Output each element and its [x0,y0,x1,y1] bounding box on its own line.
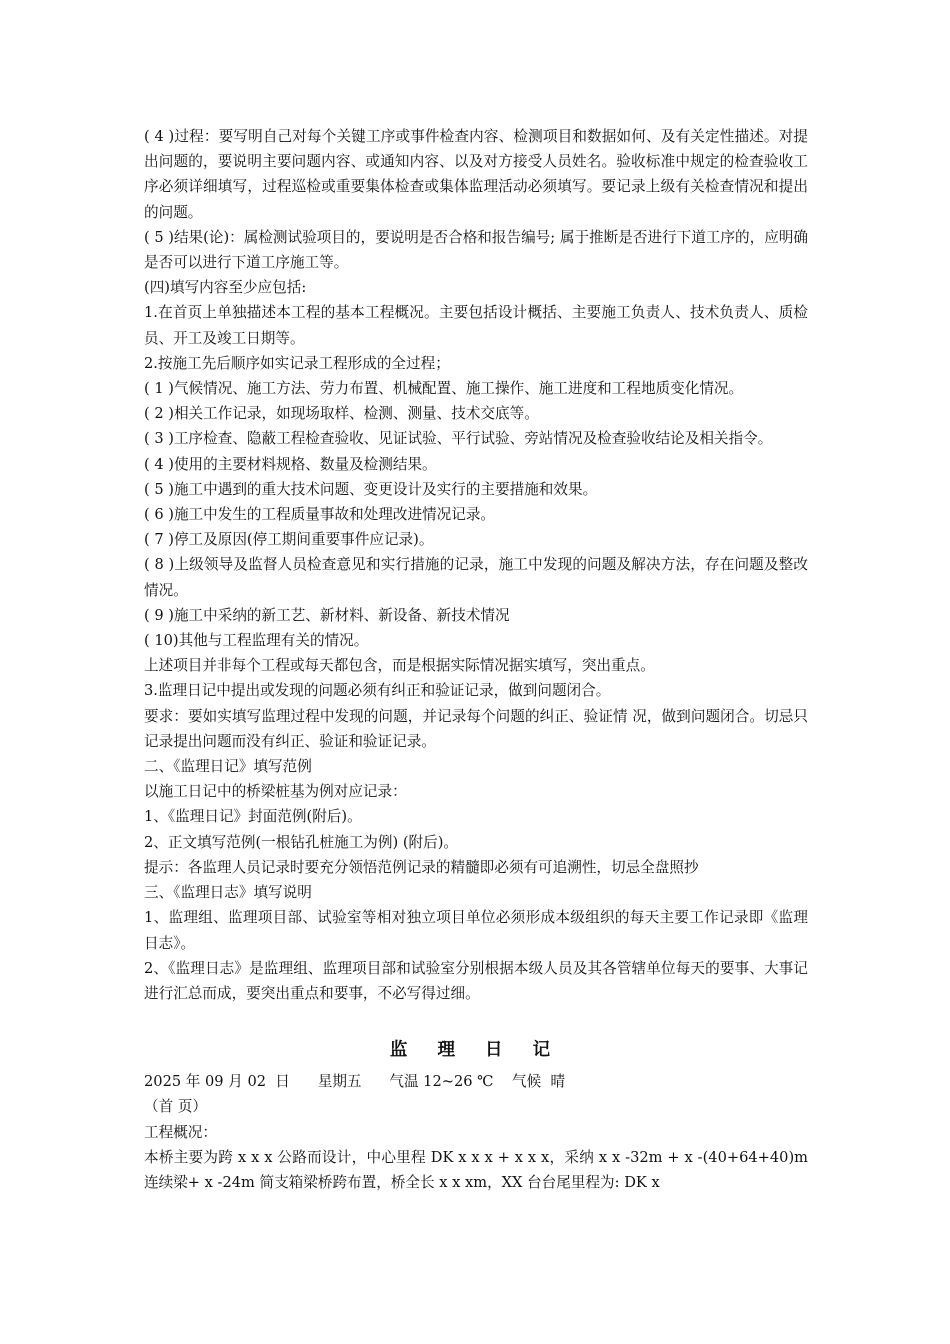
paragraph-example-2: 2、正文填写范例(一根钻孔桩施工为例) (附后)。 [144,833,458,851]
paragraph-subitem-8: ( 8 )上级领导及监督人员检查意见和实行措施的记录，施工中发现的问题及解决方法，存在问题及整改情况。 [144,556,808,599]
document-page [144,124,808,1195]
paragraph-tip: 提示：各监理人员记录时要充分领悟范例记录的精髓即必须有可追溯性，切忌全盘照抄 [144,858,699,876]
paragraph-log-2: 2、《监理日志》是监理组、监理项目部和试验室分别根据本级人员及其各管辖单位每天的要事、大事记进行汇总而成，要突出重点和要事，不必写得过细。 [144,959,808,1002]
paragraph-note: 上述项目并非每个工程或每天都包含，而是根据实际情况据实填写，突出重点。 [144,657,655,675]
paragraph-subitem-7: ( 7 )停工及原因(停工期间重要事件应记录)。 [144,531,434,549]
paragraph-requirement: 要求：要如实填写监理过程中发现的问题，并记录每个问题的纠正、验证情 况，做到问题闭合。切忌只记录提出问题而没有纠正、验证和验证记录。 [144,707,808,750]
paragraph-example-1: 1、《监理日记》封面范例(附后)。 [144,808,362,826]
heading-log-instructions: 三、《监理日志》填写说明 [144,884,312,902]
diary-first-page-label: （首 页） [144,1098,208,1116]
paragraph-item-1: 1.在首页上单独描述本工程的基本工程概况。主要包括设计概括、主要施工负责人、技术负责人、质检员、开工及竣工日期等。 [144,304,808,347]
paragraph-subitem-4: ( 4 )使用的主要材料规格、数量及检测结果。 [144,455,437,473]
paragraph-subitem-5: ( 5 )施工中遇到的重大技术问题、变更设计及实行的主要措施和效果。 [144,480,598,498]
paragraph-contents-heading: (四)填写内容至少应包括: [144,279,307,297]
diary-overview-label: 工程概况： [144,1123,217,1141]
paragraph-item-2: 2.按施工先后顺序如实记录工程形成的全过程； [144,354,450,372]
paragraph-subitem-2: ( 2 )相关工作记录，如现场取样、检测、测量、技术交底等。 [144,405,539,423]
diary-title: 监 理 日 记 [389,1040,563,1061]
heading-diary-example: 二、《监理日记》填写范例 [144,758,312,776]
paragraph-log-1: 1、监理组、监理项目部、试验室等相对独立项目单位必须形成本级组织的每天主要工作记录即《监理日志》。 [144,909,808,952]
paragraph-item-3: 3.监理日记中提出或发现的问题必须有纠正和验证记录，做到问题闭合。 [144,682,611,700]
paragraph-subitem-3: ( 3 )工序检查、隐蔽工程检查验收、见证试验、平行试验、旁站情况及检查验收结论及相关指令。 [144,430,773,448]
paragraph-process: ( 4 )过程：要写明自己对每个关键工序或事件检查内容、检测项目和数据如何、及有关定性描述。对提出问题的，要说明主要问题内容、或通知内容、以及对方接受人员姓名。验收标准中规定的检查验收工序必须详细填写，过程巡检或重要集体检查或集体监理活动必须填写。要记录上级有关检查情况和提出的问题。 [144,128,808,221]
paragraph-subitem-10: ( 10)其他与工程监理有关的情况。 [144,632,369,650]
instructions-section [144,124,808,1006]
diary-overview-text: 本桥主要为跨 x x x 公路而设计，中心里程 DK x x x + x x x，采纳 x x -32m + x -(40+64+40)m 连续梁+ x -24m 简支箱梁桥跨布置，桥全长 x x xm，XX 台台尾里程为: DK x [144,1148,808,1191]
paragraph-subitem-1: ( 1 )气候情况、施工方法、劳力布置、机械配置、施工操作、施工进度和工程地质变化情况。 [144,380,744,398]
diary-dateline: 2025 年 09 月 02 日 星期五 气温 12~26 ℃ 气候 晴 [144,1073,566,1091]
paragraph-subitem-9: ( 9 )施工中采纳的新工艺、新材料、新设备、新技术情况 [144,606,510,624]
paragraph-example-intro: 以施工日记中的桥梁桩基为例对应记录： [144,783,407,801]
paragraph-subitem-6: ( 6 )施工中发生的工程质量事故和处理改进情况记录。 [144,506,496,524]
paragraph-result: ( 5 )结果(论)：属检测试验项目的，要说明是否合格和报告编号; 属于推断是否进行下道工序的，应明确是否可以进行下道工序施工等。 [144,228,808,272]
diary-section [144,1037,808,1195]
